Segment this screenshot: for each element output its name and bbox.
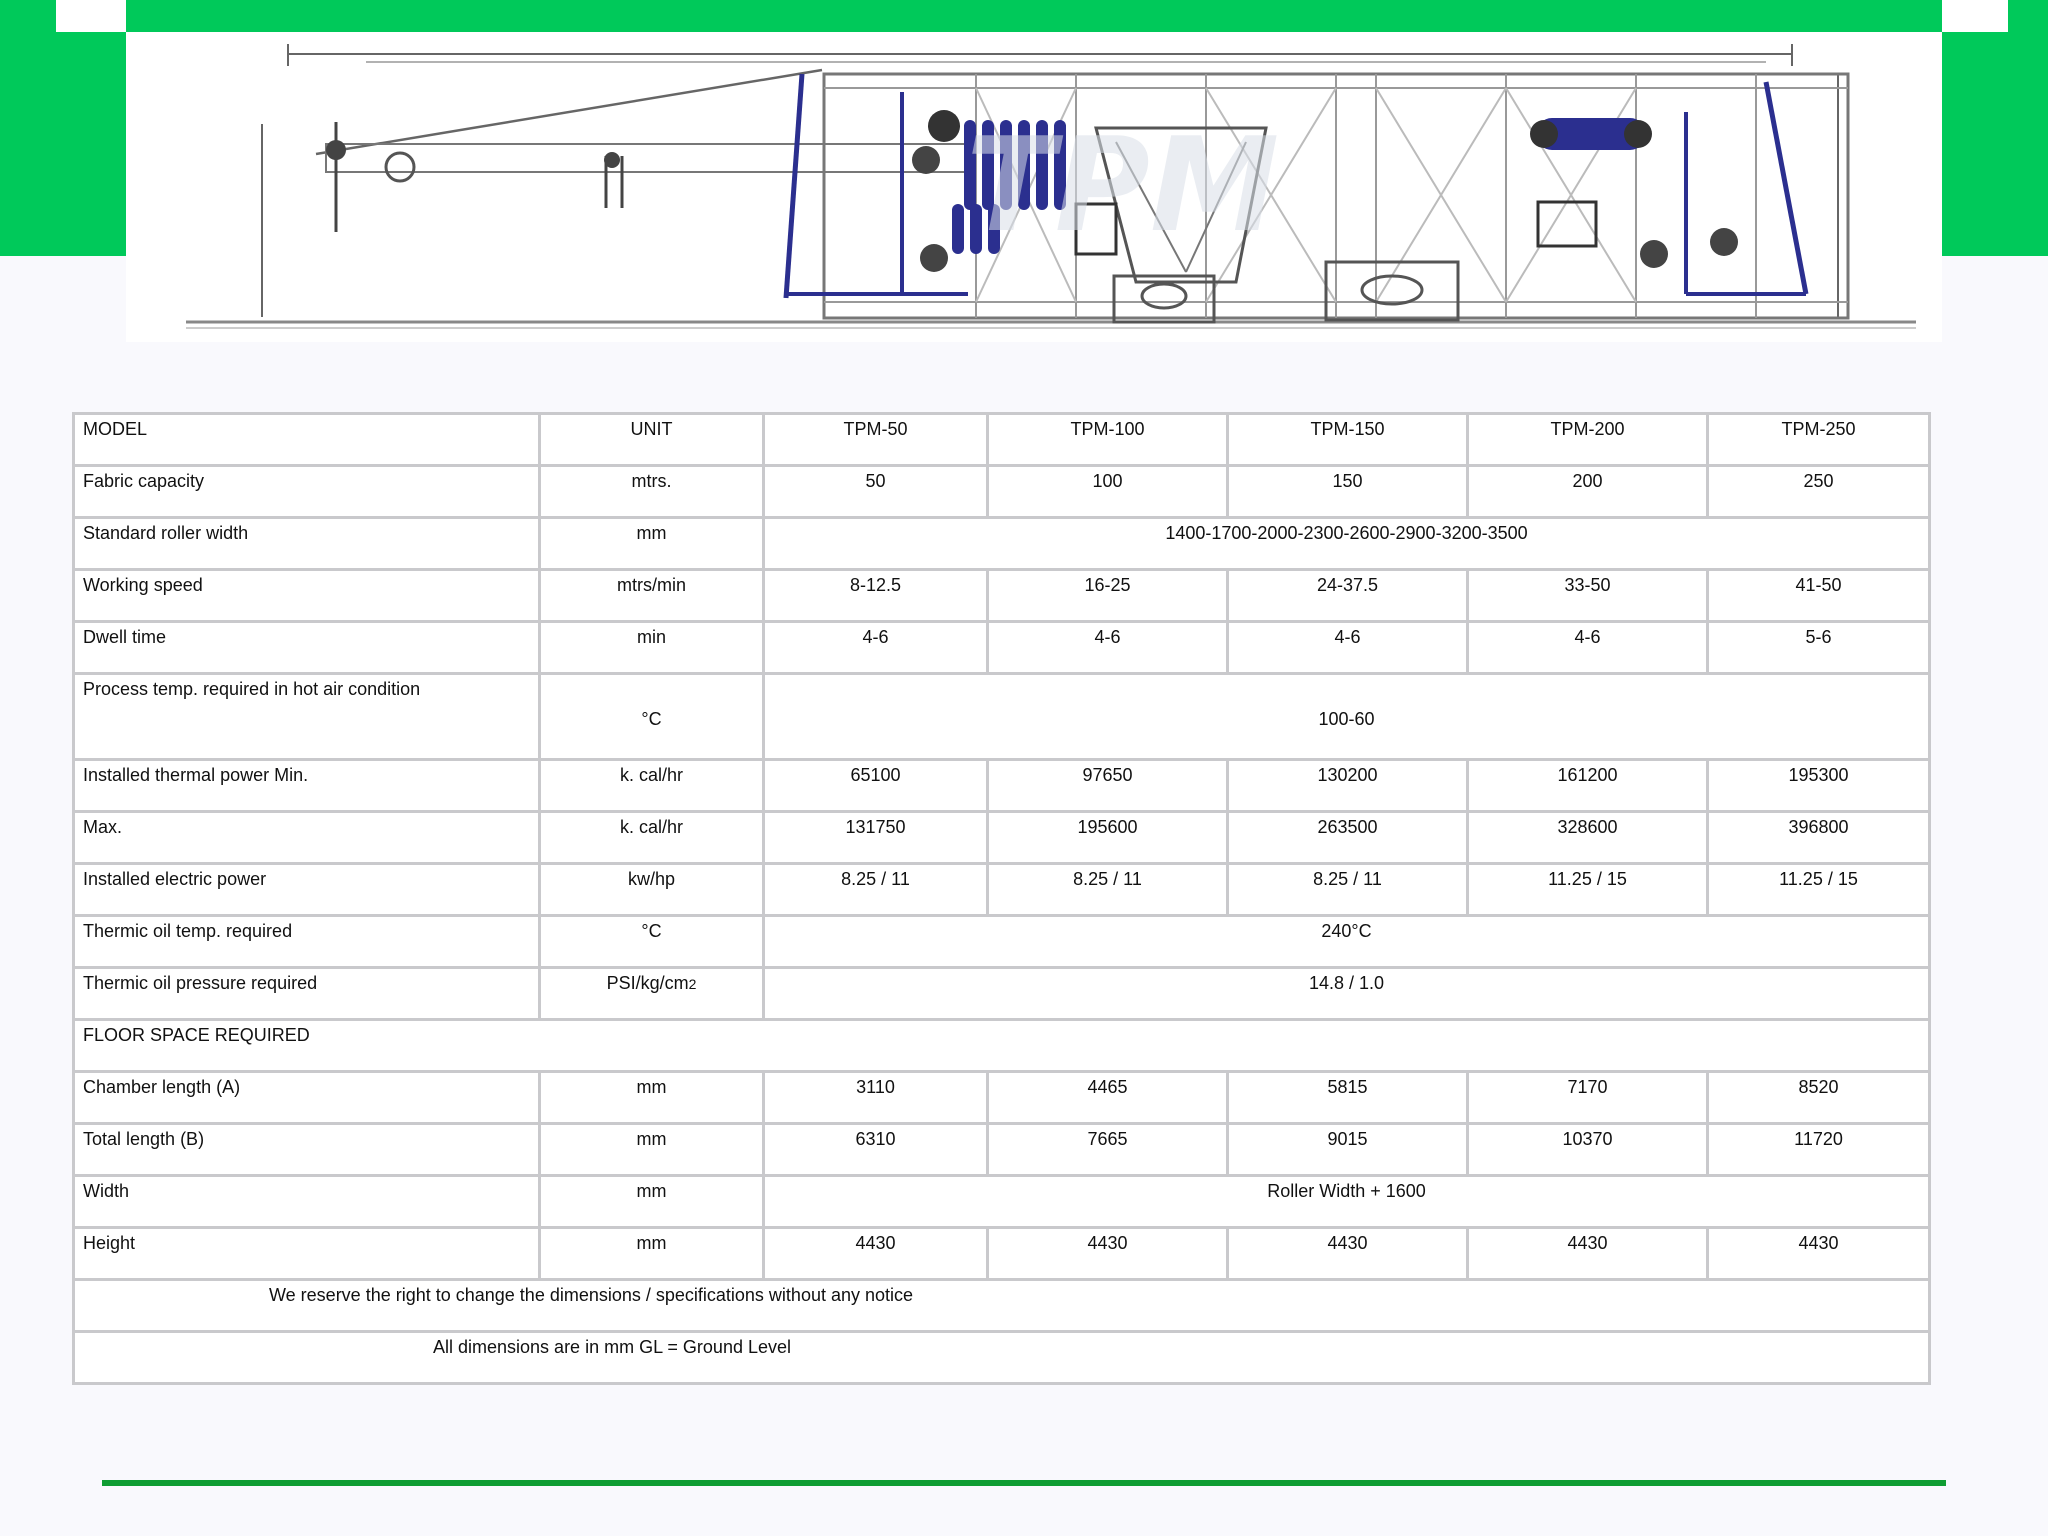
cell-value: 150 — [1228, 466, 1468, 518]
row-fabric-capacity — [74, 466, 1930, 518]
row-label: Installed electric power — [74, 864, 540, 916]
header-row — [74, 414, 1930, 466]
cell-value: 4465 — [988, 1072, 1228, 1124]
cell-value: 4430 — [764, 1228, 988, 1280]
cell-value: 195600 — [988, 812, 1228, 864]
row-note-reserve — [74, 1280, 1930, 1332]
row-label: Working speed — [74, 570, 540, 622]
row-label: Max. — [74, 812, 540, 864]
cell-value: 7170 — [1468, 1072, 1708, 1124]
corner-white-right — [1942, 0, 2008, 32]
cell-value: 4-6 — [1468, 622, 1708, 674]
row-floor-space — [74, 1020, 1930, 1072]
cell-value: 328600 — [1468, 812, 1708, 864]
cell-value: 11.25 / 15 — [1468, 864, 1708, 916]
row-unit: mtrs/min — [540, 570, 764, 622]
cell-value: 41-50 — [1708, 570, 1930, 622]
row-label: Dwell time — [74, 622, 540, 674]
row-label: Width — [74, 1176, 540, 1228]
row-roller-width — [74, 518, 1930, 570]
row-process-temp — [74, 674, 1930, 760]
cell-value: 263500 — [1228, 812, 1468, 864]
row-label: Height — [74, 1228, 540, 1280]
right-green-block — [1942, 0, 2048, 256]
row-unit: mm — [540, 1072, 764, 1124]
corner-white-left — [56, 0, 126, 32]
cell-value: 4430 — [1468, 1228, 1708, 1280]
row-unit — [540, 968, 764, 1020]
bottom-green-line — [102, 1480, 1946, 1486]
row-label: Fabric capacity — [74, 466, 540, 518]
cell-value: 161200 — [1468, 760, 1708, 812]
row-thermal-max — [74, 812, 1930, 864]
cell-value: 250 — [1708, 466, 1930, 518]
row-width — [74, 1176, 1930, 1228]
cell-value: 11720 — [1708, 1124, 1930, 1176]
cell-value: 8.25 / 11 — [764, 864, 988, 916]
row-unit: mm — [540, 1228, 764, 1280]
row-label: Chamber length (A) — [74, 1072, 540, 1124]
cell-value: 9015 — [1228, 1124, 1468, 1176]
header-model: MODEL — [74, 414, 540, 466]
cell-value-span: 240°C — [764, 916, 1930, 968]
cell-value: 8520 — [1708, 1072, 1930, 1124]
row-unit: k. cal/hr — [540, 812, 764, 864]
cell-value: 4430 — [1228, 1228, 1468, 1280]
row-unit: k. cal/hr — [540, 760, 764, 812]
header-unit: UNIT — [540, 414, 764, 466]
cell-value: 50 — [764, 466, 988, 518]
cell-value: 4430 — [1708, 1228, 1930, 1280]
cell-value: 195300 — [1708, 760, 1930, 812]
cell-value: 200 — [1468, 466, 1708, 518]
unit-main: PSI/kg/cm — [606, 973, 689, 993]
cell-value: 100 — [988, 466, 1228, 518]
cell-value: 7665 — [988, 1124, 1228, 1176]
row-unit: mm — [540, 1124, 764, 1176]
note-reserve-rights: We reserve the right to change the dimensions / specifications without any notice — [74, 1280, 1930, 1332]
cell-value: 130200 — [1228, 760, 1468, 812]
cell-value: 396800 — [1708, 812, 1930, 864]
header-tpm-50: TPM-50 — [764, 414, 988, 466]
row-dwell-time — [74, 622, 1930, 674]
note-dimensions-units: All dimensions are in mm GL = Ground Level — [74, 1332, 1930, 1384]
row-unit: min — [540, 622, 764, 674]
row-unit: °C — [540, 674, 764, 760]
cell-value: 5-6 — [1708, 622, 1930, 674]
cell-value: 16-25 — [988, 570, 1228, 622]
cell-value: 6310 — [764, 1124, 988, 1176]
row-unit: kw/hp — [540, 864, 764, 916]
cell-value: 8.25 / 11 — [988, 864, 1228, 916]
row-unit: °C — [540, 916, 764, 968]
cell-value: 33-50 — [1468, 570, 1708, 622]
row-unit: mm — [540, 518, 764, 570]
specification-table — [72, 412, 1931, 1385]
row-unit: mm — [540, 1176, 764, 1228]
cell-value: 8-12.5 — [764, 570, 988, 622]
row-label: Thermic oil pressure required — [74, 968, 540, 1020]
cell-value: 97650 — [988, 760, 1228, 812]
header-tpm-150: TPM-150 — [1228, 414, 1468, 466]
cell-value-span: 100-60 — [764, 674, 1930, 760]
row-label: Total length (B) — [74, 1124, 540, 1176]
row-note-dimensions — [74, 1332, 1930, 1384]
cell-value: 8.25 / 11 — [1228, 864, 1468, 916]
row-oil-pressure — [74, 968, 1930, 1020]
cell-value: 65100 — [764, 760, 988, 812]
left-green-block — [0, 0, 126, 256]
header-tpm-100: TPM-100 — [988, 414, 1228, 466]
row-electric-power — [74, 864, 1930, 916]
row-label: Installed thermal power Min. — [74, 760, 540, 812]
cell-value: 4-6 — [1228, 622, 1468, 674]
cell-value: 3110 — [764, 1072, 988, 1124]
machine-diagram-svg — [126, 32, 1942, 342]
header-tpm-250: TPM-250 — [1708, 414, 1930, 466]
cell-value: 4-6 — [764, 622, 988, 674]
header-tpm-200: TPM-200 — [1468, 414, 1708, 466]
cell-value: 131750 — [764, 812, 988, 864]
row-height — [74, 1228, 1930, 1280]
cell-value: 4-6 — [988, 622, 1228, 674]
cell-value: 4430 — [988, 1228, 1228, 1280]
cell-value-span: Roller Width + 1600 — [764, 1176, 1930, 1228]
row-total-length — [74, 1124, 1930, 1176]
row-thermal-min — [74, 760, 1930, 812]
row-oil-temp — [74, 916, 1930, 968]
section-heading: FLOOR SPACE REQUIRED — [74, 1020, 1930, 1072]
unit-superscript: 2 — [688, 976, 697, 992]
top-green-band — [0, 0, 2048, 32]
watermark-text: TPM — [966, 109, 1280, 261]
row-working-speed — [74, 570, 1930, 622]
row-unit: mtrs. — [540, 466, 764, 518]
cell-value: 5815 — [1228, 1072, 1468, 1124]
row-chamber-length — [74, 1072, 1930, 1124]
machine-drawing — [126, 32, 1942, 342]
row-label: Standard roller width — [74, 518, 540, 570]
row-label: Thermic oil temp. required — [74, 916, 540, 968]
row-label: Process temp. required in hot air condition — [74, 674, 540, 760]
cell-value: 11.25 / 15 — [1708, 864, 1930, 916]
cell-value-span: 14.8 / 1.0 — [764, 968, 1930, 1020]
cell-value-span: 1400-1700-2000-2300-2600-2900-3200-3500 — [764, 518, 1930, 570]
cell-value: 24-37.5 — [1228, 570, 1468, 622]
cell-value: 10370 — [1468, 1124, 1708, 1176]
